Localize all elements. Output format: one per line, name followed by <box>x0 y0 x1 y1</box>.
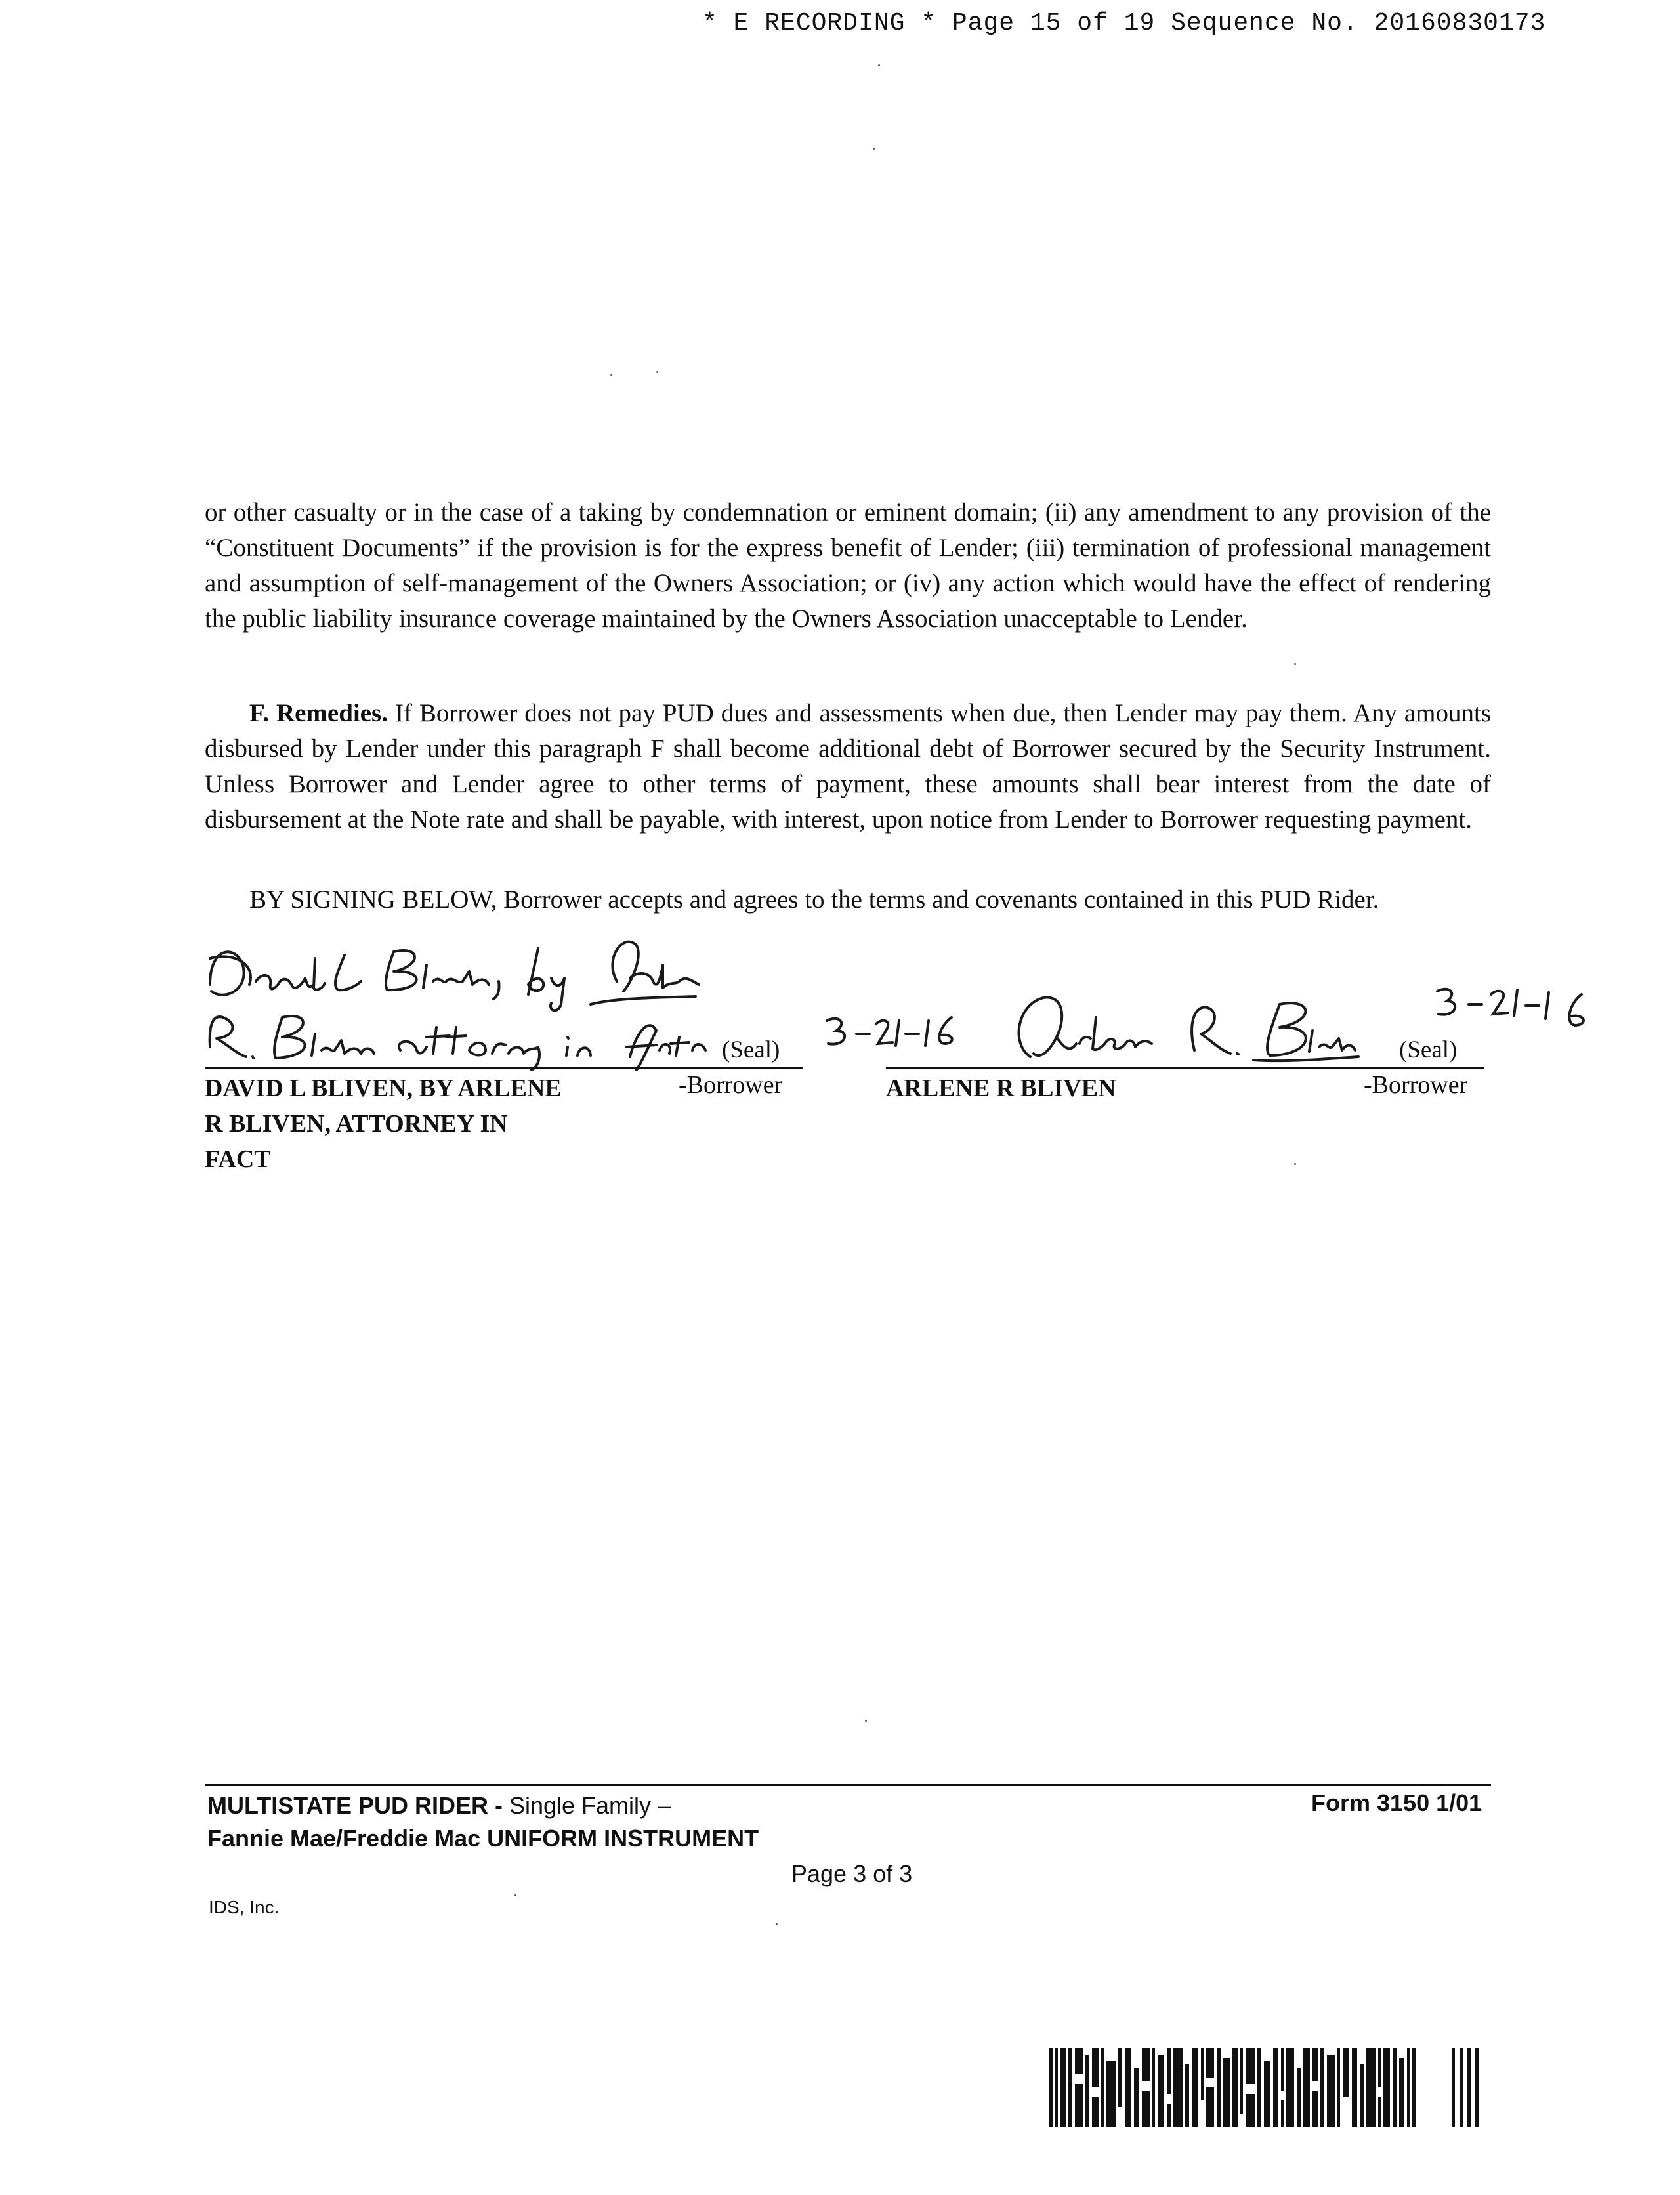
recording-stamp: * E RECORDING * Page 15 of 19 Sequence No. 20160830173 <box>702 9 1546 37</box>
signer-name-left: DAVID L BLIVEN, BY ARLENE R BLIVEN, ATTORNEY IN FACT <box>205 1075 562 1173</box>
date-handwritten-right <box>1431 978 1614 1037</box>
scan-speck <box>656 371 658 373</box>
page-number: Page 3 of 3 <box>791 1860 913 1887</box>
signature-arlene-bliven <box>1004 978 1365 1076</box>
remedies-heading: F. Remedies. <box>249 699 388 727</box>
borrower-role-right: -Borrower <box>1364 1071 1468 1099</box>
date-handwritten-left <box>820 1008 965 1060</box>
form-number: Form 3150 1/01 <box>1311 1789 1482 1816</box>
borrower-role-left: -Borrower <box>679 1071 783 1099</box>
signature-david-bliven <box>197 919 814 1076</box>
signature-line-left <box>205 1067 803 1069</box>
vendor-name: IDS, Inc. <box>209 1897 280 1917</box>
form-title-bold: MULTISTATE PUD RIDER - <box>207 1792 509 1819</box>
form-title-regular: Single Family – <box>509 1792 671 1819</box>
scan-speck <box>1294 663 1296 665</box>
form-title-line-2: Fannie Mae/Freddie Mac UNIFORM INSTRUMENT <box>207 1825 759 1852</box>
barcode <box>1049 2048 1495 2127</box>
seal-label-left: (Seal) <box>722 1036 780 1063</box>
scan-speck <box>878 64 880 66</box>
signing-statement: BY SIGNING BELOW, Borrower accepts and agrees to the terms and covenants contained in this PUD Rider. <box>249 885 1379 914</box>
paragraph-continuation: or other casualty or in the case of a taking by condemnation or eminent domain; (ii) any amendment to any provision of the “Constituent Documents” if the provision is for the express benefit of Lender; (iii) termination of professional management and assumption of self-management of the Owners Association; or (iv) any action which would have the effect of rendering the public liability insurance coverage maintained by the Owners Association unacceptable to Lender. <box>205 498 1491 633</box>
signer-name-right: ARLENE R BLIVEN <box>886 1075 1116 1102</box>
footer-rule <box>205 1784 1491 1786</box>
scan-speck <box>610 374 612 376</box>
seal-label-right: (Seal) <box>1399 1036 1458 1063</box>
remedies-text: If Borrower does not pay PUD dues and assessments when due, then Lender may pay them. Any amounts disbursed by Lender under this paragraph F shall become additional debt of Borrower secured by the Security Instrument. Unless Borrower and Lender agree to other terms of payment, these amounts shall bear interest from the date of disbursement at the Note rate and shall be payable, with interest, upon notice from Lender to Borrower requesting payment. <box>205 699 1492 834</box>
scan-speck <box>1294 1163 1296 1165</box>
scan-speck <box>865 1720 867 1722</box>
signature-line-right <box>886 1067 1484 1069</box>
paragraph-remedies <box>205 696 1491 838</box>
scan-speck <box>776 1923 778 1925</box>
form-title <box>207 1789 759 1855</box>
scan-speck <box>873 148 875 150</box>
scan-speck <box>514 1894 516 1896</box>
